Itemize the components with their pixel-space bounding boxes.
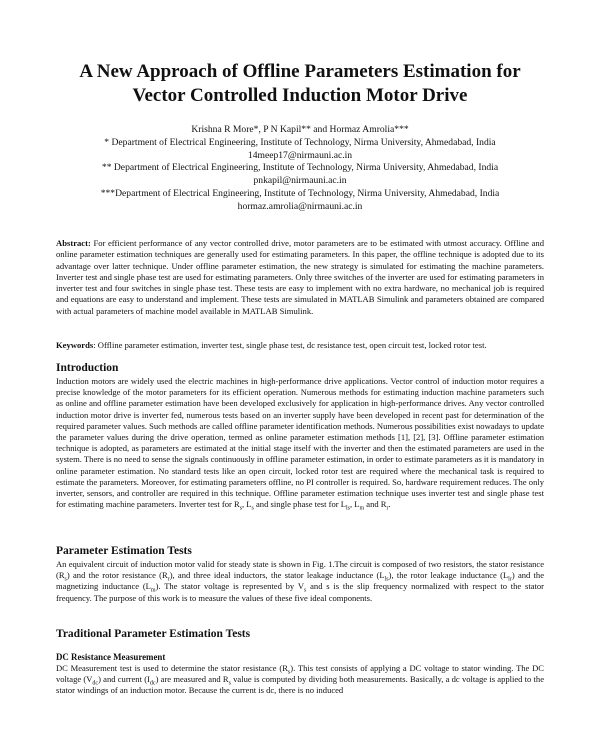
email-2: pnkapil@nirmauni.ac.in <box>253 175 347 187</box>
email-3: hormaz.amrolia@nirmauni.ac.in <box>237 200 363 212</box>
keywords <box>56 340 544 351</box>
affiliation-3: ***Department of Electrical Engineering, Institute of Technology, Nirma University, Ahmedabad, India <box>100 187 500 199</box>
introduction-heading: Introduction <box>56 362 119 374</box>
keywords-label: Keywords <box>56 340 94 350</box>
dc-resistance-paragraph: DC Measurement test is used to determine the stator resistance $(R_s)$. This test consists of applying a DC voltage to stator winding. The DC voltage $(V_{dc})$ and current $(I_{dc})$ are measured and $R_s$ value is computed by dividing both measurements. Basically, a dc voltage is applied to the stator windings of an induction motor. Because the current is dc, there is no induced <box>56 663 545 696</box>
author-block <box>40 124 560 214</box>
abstract-label: Abstract: <box>56 238 91 248</box>
title-line-1: A New Approach of Offline Parameters Estimation for <box>79 61 521 82</box>
affiliation-1: * Department of Electrical Engineering, Institute of Technology, Nirma University, Ahmedabad, India <box>104 136 496 148</box>
affiliation-2: ** Department of Electrical Engineering, Institute of Technology, Nirma University, Ahmedabad, India <box>101 162 499 174</box>
paper-title <box>40 60 560 108</box>
parameter-estimation-tests-heading: Parameter Estimation Tests <box>56 545 192 557</box>
introduction-paragraph: Induction motors are widely used the electric machines in high-performance drive applications. Vector control of induction motor requires a precise knowledge of the motor parameters for its efficient operation. Numerous methods for estimating induction machine parameters such as online and offline parameter estimation have been developed exclusively for application in high-performance drives. Any vector controlled induction motor drive is inverter fed, numerous tests based on an inverter supply have been developed in recent past for determination of the required parameter values. Such methods are called offline parameter identification methods. Numerous possibilities exist nowadays to update the parameter values during the drive operation, termed as online parameter estimation methods [1], [2], [3]. Offline parameter estimation technique is adopted, as parameters are estimated at the initial stage itself with the inverter and then the estimated parameters are used in the system. There is no need to sense the signals continuously in offline parameter estimation, in order to estimate parameters as it is mandatory in online parameter estimation. No standard tests like an open circuit, locked rotor test are required where the mechanical task is required to estimate the parameters. Moreover, for estimating parameters offline, no PI controller is required. So, hardware requirement reduces. The only inverter, sensors, and controller are required in this technique. Offline parameter estimation technique uses inverter test and single phase test for estimating machine parameters. Inverter test for $R_s$, $L_s$ and single phase test for $L_{ls}$, $L_m$ and $R_r$. <box>56 376 544 512</box>
keywords-text: : Offline parameter estimation, inverter test, single phase test, dc resistance test, open circuit test, locked rotor test. <box>93 340 487 350</box>
author-names: Krishna R More*, P N Kapil** and Hormaz Amrolia*** <box>191 124 409 135</box>
abstract-text: For efficient performance of any vector controlled drive, motor parameters are to be estimated with utmost accuracy. Offline and online parameter estimation techniques are generally used for estimating parameters. In this paper, the offline technique is adopted due to its advantage over latter technique. Under offline parameter estimation, the new strategy is simulated for estimating the machine parameters. Inverter test and single phase test are used for estimating parameters. Only three switches of the inverter are used for estimating parameters in inverter test and four switches in single phase test. These tests are easy to implement with no extra hardware, no mechanical job is required and equations are easy to understand and implement. These tests are simulated in MATLAB Simulink and parameters obtained are compared with actual parameters of machine model available in MATLAB Simulink. <box>56 238 544 316</box>
traditional-tests-heading: Traditional Parameter Estimation Tests <box>56 628 251 640</box>
email-1: 14meep17@nirmauni.ac.in <box>247 149 353 161</box>
parameter-estimation-paragraph: An equivalent circuit of induction motor valid for steady state is shown in Fig. 1.The circuit is composed of two resistors, the stator resistance $(R_s)$ and the rotor resistance $(R_r)$, and three ideal inductors, the stator leakage inductance $(L_{ls})$, the rotor leakage inductance $(L_{lr})$ and the magnetizing inductance $(L_m)$. The stator voltage is represented by $V_s$ and s is the slip frequency normalized with respect to the stator frequency. The purpose of this work is to measure the values of these five ideal components. <box>56 559 545 603</box>
title-line-2: Vector Controlled Induction Motor Drive <box>132 85 468 106</box>
abstract <box>56 238 544 317</box>
dc-resistance-heading: DC Resistance Measurement <box>56 652 166 662</box>
